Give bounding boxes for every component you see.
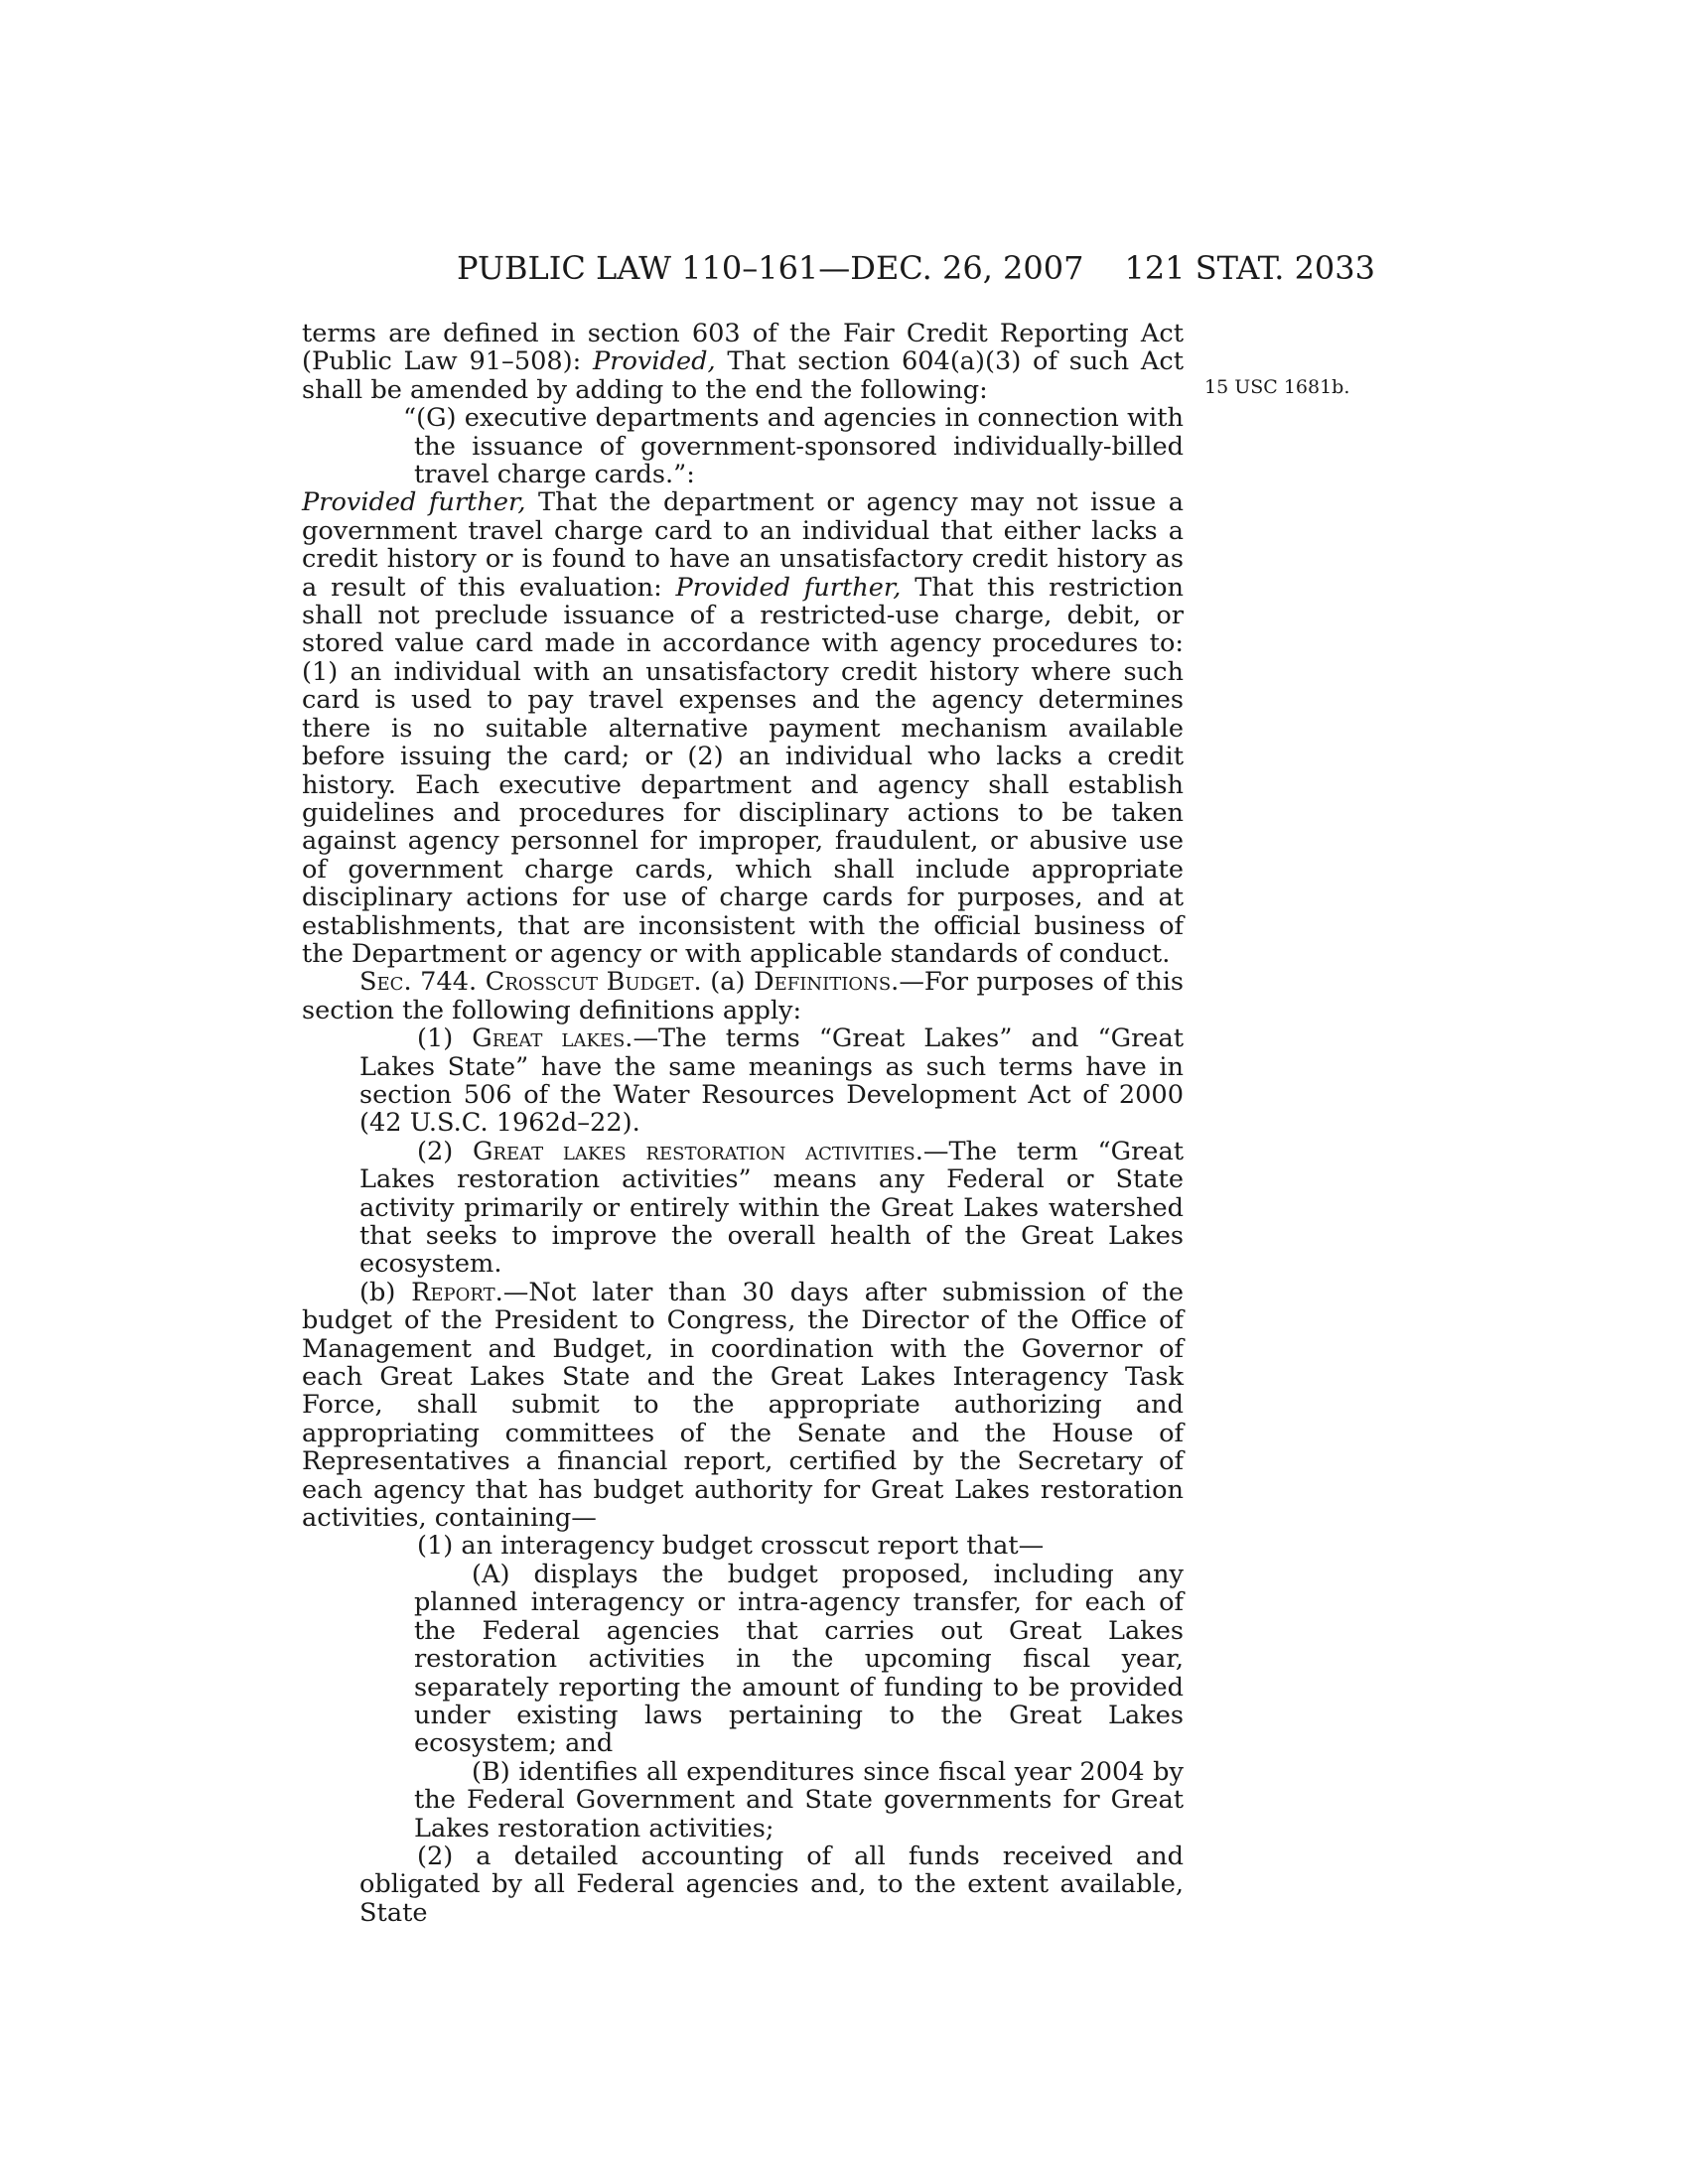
report-item-1: (1) an interagency budget crosscut report that— xyxy=(417,1531,1045,1562)
statute-citation: 121 STAT. 2033 xyxy=(1124,249,1375,287)
provided-italic: Provided, xyxy=(593,346,716,377)
report-item-1-A: (A) displays the budget proposed, including any planned interagency or intra-agency transfer, for each of the Federal agencies that carries out Great Lakes restoration activities in the upcoming fiscal year, separately reporting the amount of funding to be provided under existing laws pertaining to the Great Lakes ecosystem; and xyxy=(414,1559,1184,1759)
text-run: —The terms “Great Lakes” and “Great Lakes State” have the same meanings as such terms have in section 506 of the Water Resources Development Act of 2000 (42 U.S.C. 1962d–22). xyxy=(359,1024,1184,1139)
text-run: —Not later than 30 days after submission of the budget of the President to Congress, the Director of the Office of Management and Budget, in coordination with the Governor of each Great Lakes State and the Great Lakes Interagency Task Force, shall submit to the appropriate authorizing and appropriating committees of the Senate and the House of Representatives a financial report, certified by the Secretary of each agency that has budget authority for Great Lakes restoration activities, containing— xyxy=(302,1277,1184,1534)
provided-further-italic: Provided further, xyxy=(302,487,526,518)
report-item-2: (2) a detailed accounting of all funds received and obligated by all Federal agencies and, to the extent available, State xyxy=(359,1841,1184,1928)
paragraph-provided-further xyxy=(302,488,1184,968)
quoted-amendment: “(G) executive departments and agencies in connection with the issuance of government-sponsored individually-billed travel charge cards.”: xyxy=(403,403,1184,490)
text-run: (1) xyxy=(417,1024,473,1054)
text-run: —The term “Great Lakes restoration activities” means any Federal or State activity primarily or entirely within the Great Lakes watershed that seeks to improve the overall health of the Great Lakes ecosystem. xyxy=(359,1136,1184,1280)
subsection-b-report xyxy=(302,1279,1184,1533)
law-title: PUBLIC LAW 110–161—DEC. 26, 2007 xyxy=(457,249,1084,287)
text-run: That the department or agency may not issue a government travel charge card to an individual that either lacks a credit history or is found to have an unsatisfactory credit history as a result of this evaluation: xyxy=(302,487,1184,603)
text-run: (b) xyxy=(359,1277,412,1307)
subsection-heading: Definitions. xyxy=(754,967,900,998)
definition-1 xyxy=(302,1024,1184,1138)
section-744-heading xyxy=(302,968,1184,1024)
body-text xyxy=(302,320,1184,1927)
definition-heading: Great lakes restoration activities. xyxy=(472,1136,923,1166)
text-run: terms are defined in section 603 of the Fair Credit Reporting Act (Public Law 91–508): xyxy=(302,319,1184,377)
subsection-heading: Report. xyxy=(411,1277,503,1307)
provided-further-italic: Provided further, xyxy=(675,572,902,603)
definition-2 xyxy=(302,1138,1184,1279)
paragraph-intro xyxy=(302,320,1184,404)
text-run: That this restriction shall not preclude issuance of a restricted-use charge, debit, or stored value card made in accordance with agency procedures to: (1) an individual with an unsatisfactory credit history where such card is used to pay travel expenses and the agency determines there is no suitable alternative payment mechanism available before issuing the card; or (2) an individual who lacks a credit history. Each executive department and agency shall establish guidelines and procedures for disciplinary actions to be taken against agency personnel for improper, fraudulent, or abusive use of government charge cards, which shall include appropriate disciplinary actions for use of charge cards for purposes, and at establishments, that are inconsistent with the official business of the Department or agency or with applicable standards of conduct. xyxy=(302,572,1184,969)
report-item-1-B: (B) identifies all expenditures since fiscal year 2004 by the Federal Government and State governments for Great Lakes restoration activities; xyxy=(414,1756,1184,1843)
text-run: (2) xyxy=(417,1136,473,1166)
definition-heading: Great lakes. xyxy=(472,1024,633,1054)
section-heading: Sec. 744. Crosscut Budget. xyxy=(359,967,702,998)
margin-note: 15 USC 1681b. xyxy=(1204,376,1350,398)
text-run: That section 604(a)(3) of such Act shall be amended by adding to the end the following: xyxy=(302,346,1184,405)
text-run: (a) xyxy=(701,967,755,998)
text-run: —For purposes of this section the following definitions apply: xyxy=(302,967,1185,1025)
